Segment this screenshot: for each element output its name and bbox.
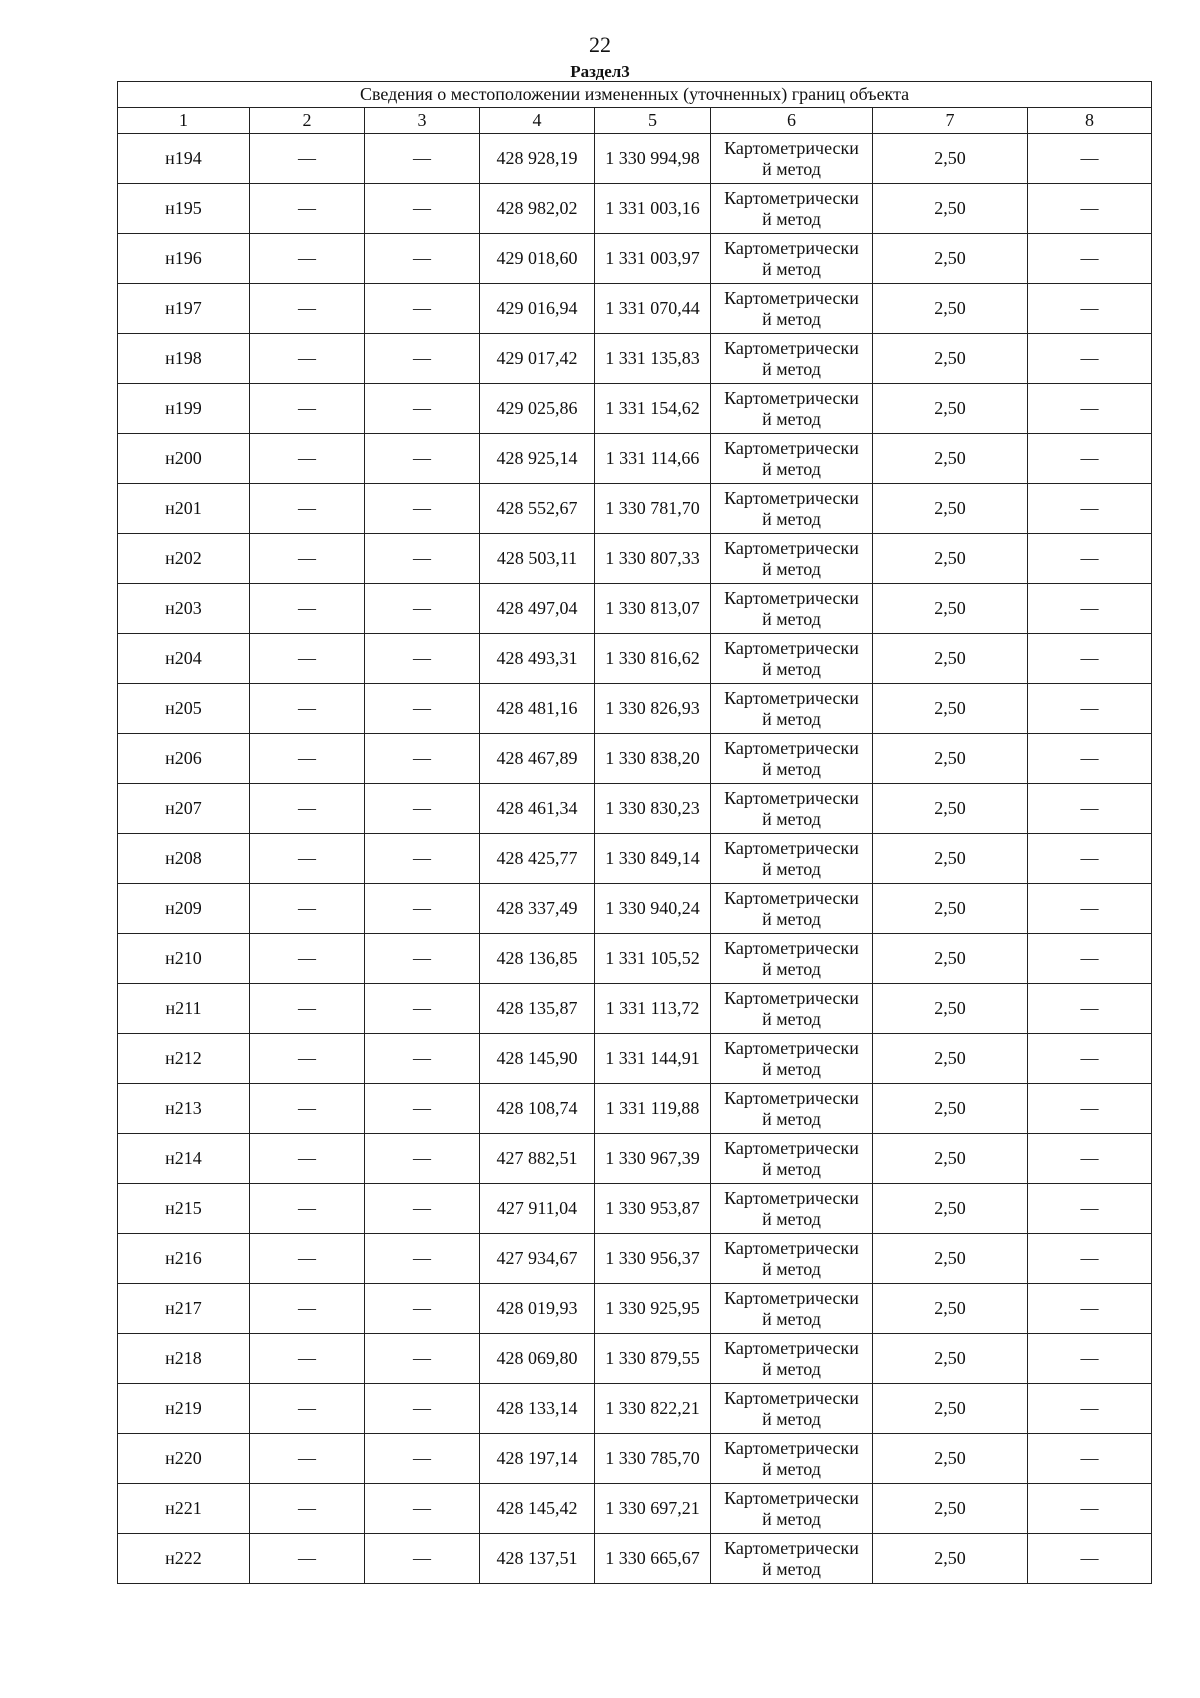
accuracy-cell: 2,50 bbox=[873, 384, 1028, 434]
table-row bbox=[118, 284, 1152, 334]
empty-dash-cell: — bbox=[1028, 534, 1152, 584]
point-number-cell: н221 bbox=[118, 1484, 250, 1534]
empty-dash-cell: — bbox=[1028, 284, 1152, 334]
method-cell: Картометрически й метод bbox=[711, 784, 873, 834]
column-number: 8 bbox=[1028, 108, 1152, 134]
x-coordinate-cell: 428 982,02 bbox=[480, 184, 595, 234]
empty-dash-cell: — bbox=[365, 1534, 480, 1584]
y-coordinate-cell: 1 331 135,83 bbox=[595, 334, 711, 384]
method-cell: Картометрически й метод bbox=[711, 1084, 873, 1134]
accuracy-cell: 2,50 bbox=[873, 1434, 1028, 1484]
empty-dash-cell: — bbox=[365, 1284, 480, 1334]
accuracy-cell: 2,50 bbox=[873, 134, 1028, 184]
empty-dash-cell: — bbox=[365, 534, 480, 584]
method-cell: Картометрически й метод bbox=[711, 1034, 873, 1084]
point-number-cell: н206 bbox=[118, 734, 250, 784]
y-coordinate-cell: 1 331 003,16 bbox=[595, 184, 711, 234]
table-row bbox=[118, 934, 1152, 984]
empty-dash-cell: — bbox=[365, 134, 480, 184]
point-number-cell: н198 bbox=[118, 334, 250, 384]
empty-dash-cell: — bbox=[365, 1334, 480, 1384]
x-coordinate-cell: 429 016,94 bbox=[480, 284, 595, 334]
empty-dash-cell: — bbox=[250, 1084, 365, 1134]
table-row bbox=[118, 884, 1152, 934]
method-cell: Картометрически й метод bbox=[711, 984, 873, 1034]
accuracy-cell: 2,50 bbox=[873, 734, 1028, 784]
column-number-row bbox=[118, 108, 1152, 134]
empty-dash-cell: — bbox=[1028, 634, 1152, 684]
point-number-cell: н208 bbox=[118, 834, 250, 884]
point-number-cell: н199 bbox=[118, 384, 250, 434]
y-coordinate-cell: 1 330 956,37 bbox=[595, 1234, 711, 1284]
empty-dash-cell: — bbox=[1028, 334, 1152, 384]
x-coordinate-cell: 428 493,31 bbox=[480, 634, 595, 684]
table-row bbox=[118, 184, 1152, 234]
empty-dash-cell: — bbox=[250, 734, 365, 784]
x-coordinate-cell: 427 911,04 bbox=[480, 1184, 595, 1234]
table-row bbox=[118, 1334, 1152, 1384]
empty-dash-cell: — bbox=[250, 234, 365, 284]
y-coordinate-cell: 1 330 967,39 bbox=[595, 1134, 711, 1184]
x-coordinate-cell: 427 882,51 bbox=[480, 1134, 595, 1184]
table-row bbox=[118, 584, 1152, 634]
x-coordinate-cell: 428 552,67 bbox=[480, 484, 595, 534]
empty-dash-cell: — bbox=[365, 234, 480, 284]
table-row bbox=[118, 834, 1152, 884]
accuracy-cell: 2,50 bbox=[873, 284, 1028, 334]
method-cell: Картометрически й метод bbox=[711, 184, 873, 234]
x-coordinate-cell: 429 018,60 bbox=[480, 234, 595, 284]
point-number-cell: н216 bbox=[118, 1234, 250, 1284]
accuracy-cell: 2,50 bbox=[873, 1034, 1028, 1084]
x-coordinate-cell: 428 425,77 bbox=[480, 834, 595, 884]
table-row bbox=[118, 1284, 1152, 1334]
empty-dash-cell: — bbox=[250, 534, 365, 584]
table-row bbox=[118, 384, 1152, 434]
table-row bbox=[118, 984, 1152, 1034]
x-coordinate-cell: 428 467,89 bbox=[480, 734, 595, 784]
empty-dash-cell: — bbox=[250, 484, 365, 534]
table-row bbox=[118, 484, 1152, 534]
empty-dash-cell: — bbox=[1028, 1534, 1152, 1584]
empty-dash-cell: — bbox=[365, 1234, 480, 1284]
x-coordinate-cell: 428 136,85 bbox=[480, 934, 595, 984]
x-coordinate-cell: 428 928,19 bbox=[480, 134, 595, 184]
empty-dash-cell: — bbox=[365, 934, 480, 984]
empty-dash-cell: — bbox=[250, 384, 365, 434]
y-coordinate-cell: 1 330 665,67 bbox=[595, 1534, 711, 1584]
empty-dash-cell: — bbox=[250, 1484, 365, 1534]
empty-dash-cell: — bbox=[365, 584, 480, 634]
empty-dash-cell: — bbox=[1028, 1084, 1152, 1134]
point-number-cell: н196 bbox=[118, 234, 250, 284]
empty-dash-cell: — bbox=[1028, 1284, 1152, 1334]
empty-dash-cell: — bbox=[1028, 1434, 1152, 1484]
point-number-cell: н217 bbox=[118, 1284, 250, 1334]
accuracy-cell: 2,50 bbox=[873, 1134, 1028, 1184]
method-cell: Картометрически й метод bbox=[711, 534, 873, 584]
empty-dash-cell: — bbox=[1028, 884, 1152, 934]
x-coordinate-cell: 428 337,49 bbox=[480, 884, 595, 934]
empty-dash-cell: — bbox=[365, 484, 480, 534]
empty-dash-cell: — bbox=[1028, 484, 1152, 534]
y-coordinate-cell: 1 330 813,07 bbox=[595, 584, 711, 634]
point-number-cell: н194 bbox=[118, 134, 250, 184]
y-coordinate-cell: 1 331 144,91 bbox=[595, 1034, 711, 1084]
accuracy-cell: 2,50 bbox=[873, 484, 1028, 534]
empty-dash-cell: — bbox=[250, 584, 365, 634]
x-coordinate-cell: 428 145,42 bbox=[480, 1484, 595, 1534]
y-coordinate-cell: 1 330 697,21 bbox=[595, 1484, 711, 1534]
accuracy-cell: 2,50 bbox=[873, 234, 1028, 284]
method-cell: Картометрически й метод bbox=[711, 1134, 873, 1184]
accuracy-cell: 2,50 bbox=[873, 184, 1028, 234]
table-row bbox=[118, 684, 1152, 734]
x-coordinate-cell: 429 025,86 bbox=[480, 384, 595, 434]
empty-dash-cell: — bbox=[365, 1084, 480, 1134]
accuracy-cell: 2,50 bbox=[873, 584, 1028, 634]
method-cell: Картометрически й метод bbox=[711, 1434, 873, 1484]
x-coordinate-cell: 428 197,14 bbox=[480, 1434, 595, 1484]
empty-dash-cell: — bbox=[365, 184, 480, 234]
empty-dash-cell: — bbox=[250, 1034, 365, 1084]
y-coordinate-cell: 1 331 154,62 bbox=[595, 384, 711, 434]
empty-dash-cell: — bbox=[365, 384, 480, 434]
table-row bbox=[118, 134, 1152, 184]
table-row bbox=[118, 1134, 1152, 1184]
empty-dash-cell: — bbox=[365, 984, 480, 1034]
empty-dash-cell: — bbox=[365, 884, 480, 934]
empty-dash-cell: — bbox=[365, 434, 480, 484]
point-number-cell: н218 bbox=[118, 1334, 250, 1384]
column-number: 7 bbox=[873, 108, 1028, 134]
empty-dash-cell: — bbox=[1028, 784, 1152, 834]
empty-dash-cell: — bbox=[1028, 734, 1152, 784]
y-coordinate-cell: 1 331 113,72 bbox=[595, 984, 711, 1034]
empty-dash-cell: — bbox=[365, 684, 480, 734]
method-cell: Картометрически й метод bbox=[711, 484, 873, 534]
empty-dash-cell: — bbox=[365, 1434, 480, 1484]
point-number-cell: н211 bbox=[118, 984, 250, 1034]
column-number: 1 bbox=[118, 108, 250, 134]
method-cell: Картометрически й метод bbox=[711, 134, 873, 184]
point-number-cell: н201 bbox=[118, 484, 250, 534]
table-row bbox=[118, 234, 1152, 284]
method-cell: Картометрически й метод bbox=[711, 1234, 873, 1284]
point-number-cell: н207 bbox=[118, 784, 250, 834]
x-coordinate-cell: 428 497,04 bbox=[480, 584, 595, 634]
table-body bbox=[118, 134, 1152, 1584]
table-row bbox=[118, 784, 1152, 834]
y-coordinate-cell: 1 330 849,14 bbox=[595, 834, 711, 884]
column-number: 4 bbox=[480, 108, 595, 134]
point-number-cell: н197 bbox=[118, 284, 250, 334]
y-coordinate-cell: 1 331 105,52 bbox=[595, 934, 711, 984]
x-coordinate-cell: 428 133,14 bbox=[480, 1384, 595, 1434]
point-number-cell: н220 bbox=[118, 1434, 250, 1484]
empty-dash-cell: — bbox=[250, 684, 365, 734]
empty-dash-cell: — bbox=[1028, 1134, 1152, 1184]
empty-dash-cell: — bbox=[250, 334, 365, 384]
point-number-cell: н212 bbox=[118, 1034, 250, 1084]
empty-dash-cell: — bbox=[1028, 684, 1152, 734]
point-number-cell: н205 bbox=[118, 684, 250, 734]
empty-dash-cell: — bbox=[365, 1134, 480, 1184]
method-cell: Картометрически й метод bbox=[711, 284, 873, 334]
accuracy-cell: 2,50 bbox=[873, 884, 1028, 934]
y-coordinate-cell: 1 330 838,20 bbox=[595, 734, 711, 784]
x-coordinate-cell: 428 461,34 bbox=[480, 784, 595, 834]
y-coordinate-cell: 1 330 785,70 bbox=[595, 1434, 711, 1484]
empty-dash-cell: — bbox=[250, 184, 365, 234]
page-number: 22 bbox=[589, 32, 611, 57]
empty-dash-cell: — bbox=[1028, 384, 1152, 434]
table-row bbox=[118, 1434, 1152, 1484]
method-cell: Картометрически й метод bbox=[711, 1384, 873, 1434]
method-cell: Картометрически й метод bbox=[711, 684, 873, 734]
point-number-cell: н215 bbox=[118, 1184, 250, 1234]
empty-dash-cell: — bbox=[1028, 1334, 1152, 1384]
method-cell: Картометрически й метод bbox=[711, 884, 873, 934]
empty-dash-cell: — bbox=[1028, 234, 1152, 284]
x-coordinate-cell: 427 934,67 bbox=[480, 1234, 595, 1284]
point-number-cell: н209 bbox=[118, 884, 250, 934]
accuracy-cell: 2,50 bbox=[873, 634, 1028, 684]
empty-dash-cell: — bbox=[1028, 1034, 1152, 1084]
empty-dash-cell: — bbox=[250, 1234, 365, 1284]
empty-dash-cell: — bbox=[250, 1284, 365, 1334]
empty-dash-cell: — bbox=[365, 834, 480, 884]
table-row bbox=[118, 1034, 1152, 1084]
y-coordinate-cell: 1 330 826,93 bbox=[595, 684, 711, 734]
table-row bbox=[118, 1534, 1152, 1584]
x-coordinate-cell: 428 925,14 bbox=[480, 434, 595, 484]
accuracy-cell: 2,50 bbox=[873, 1084, 1028, 1134]
section-title: Раздел3 bbox=[570, 62, 630, 81]
point-number-cell: н195 bbox=[118, 184, 250, 234]
empty-dash-cell: — bbox=[365, 734, 480, 784]
boundary-coordinates-table bbox=[117, 81, 1152, 1584]
empty-dash-cell: — bbox=[1028, 834, 1152, 884]
x-coordinate-cell: 429 017,42 bbox=[480, 334, 595, 384]
table-row bbox=[118, 334, 1152, 384]
y-coordinate-cell: 1 330 807,33 bbox=[595, 534, 711, 584]
table-row bbox=[118, 1384, 1152, 1434]
empty-dash-cell: — bbox=[1028, 1234, 1152, 1284]
empty-dash-cell: — bbox=[250, 984, 365, 1034]
empty-dash-cell: — bbox=[250, 784, 365, 834]
empty-dash-cell: — bbox=[365, 334, 480, 384]
empty-dash-cell: — bbox=[365, 284, 480, 334]
method-cell: Картометрически й метод bbox=[711, 234, 873, 284]
empty-dash-cell: — bbox=[365, 1184, 480, 1234]
y-coordinate-cell: 1 331 003,97 bbox=[595, 234, 711, 284]
point-number-cell: н210 bbox=[118, 934, 250, 984]
table-row bbox=[118, 1234, 1152, 1284]
empty-dash-cell: — bbox=[250, 884, 365, 934]
accuracy-cell: 2,50 bbox=[873, 534, 1028, 584]
table-row bbox=[118, 534, 1152, 584]
method-cell: Картометрически й метод bbox=[711, 584, 873, 634]
x-coordinate-cell: 428 135,87 bbox=[480, 984, 595, 1034]
column-number: 3 bbox=[365, 108, 480, 134]
column-number: 5 bbox=[595, 108, 711, 134]
point-number-cell: н214 bbox=[118, 1134, 250, 1184]
point-number-cell: н222 bbox=[118, 1534, 250, 1584]
y-coordinate-cell: 1 330 925,95 bbox=[595, 1284, 711, 1334]
method-cell: Картометрически й метод bbox=[711, 934, 873, 984]
empty-dash-cell: — bbox=[250, 834, 365, 884]
accuracy-cell: 2,50 bbox=[873, 1534, 1028, 1584]
empty-dash-cell: — bbox=[1028, 1184, 1152, 1234]
accuracy-cell: 2,50 bbox=[873, 1284, 1028, 1334]
empty-dash-cell: — bbox=[1028, 1384, 1152, 1434]
y-coordinate-cell: 1 331 070,44 bbox=[595, 284, 711, 334]
point-number-cell: н203 bbox=[118, 584, 250, 634]
accuracy-cell: 2,50 bbox=[873, 784, 1028, 834]
method-cell: Картометрически й метод bbox=[711, 834, 873, 884]
y-coordinate-cell: 1 331 119,88 bbox=[595, 1084, 711, 1134]
accuracy-cell: 2,50 bbox=[873, 434, 1028, 484]
point-number-cell: н202 bbox=[118, 534, 250, 584]
empty-dash-cell: — bbox=[250, 1134, 365, 1184]
accuracy-cell: 2,50 bbox=[873, 1184, 1028, 1234]
table-row bbox=[118, 1484, 1152, 1534]
y-coordinate-cell: 1 331 114,66 bbox=[595, 434, 711, 484]
y-coordinate-cell: 1 330 994,98 bbox=[595, 134, 711, 184]
empty-dash-cell: — bbox=[250, 634, 365, 684]
accuracy-cell: 2,50 bbox=[873, 984, 1028, 1034]
y-coordinate-cell: 1 330 953,87 bbox=[595, 1184, 711, 1234]
column-number: 6 bbox=[711, 108, 873, 134]
method-cell: Картометрически й метод bbox=[711, 434, 873, 484]
table-row bbox=[118, 1084, 1152, 1134]
empty-dash-cell: — bbox=[250, 1184, 365, 1234]
method-cell: Картометрически й метод bbox=[711, 1284, 873, 1334]
x-coordinate-cell: 428 069,80 bbox=[480, 1334, 595, 1384]
x-coordinate-cell: 428 481,16 bbox=[480, 684, 595, 734]
empty-dash-cell: — bbox=[250, 284, 365, 334]
empty-dash-cell: — bbox=[365, 1034, 480, 1084]
table-row bbox=[118, 734, 1152, 784]
accuracy-cell: 2,50 bbox=[873, 1384, 1028, 1434]
accuracy-cell: 2,50 bbox=[873, 934, 1028, 984]
empty-dash-cell: — bbox=[250, 1384, 365, 1434]
accuracy-cell: 2,50 bbox=[873, 684, 1028, 734]
empty-dash-cell: — bbox=[365, 1484, 480, 1534]
empty-dash-cell: — bbox=[365, 784, 480, 834]
accuracy-cell: 2,50 bbox=[873, 1334, 1028, 1384]
accuracy-cell: 2,50 bbox=[873, 1484, 1028, 1534]
table-caption: Сведения о местоположении измененных (уточненных) границ объекта bbox=[118, 82, 1152, 108]
empty-dash-cell: — bbox=[1028, 434, 1152, 484]
empty-dash-cell: — bbox=[250, 134, 365, 184]
method-cell: Картометрически й метод bbox=[711, 1184, 873, 1234]
accuracy-cell: 2,50 bbox=[873, 334, 1028, 384]
table-row bbox=[118, 1184, 1152, 1234]
accuracy-cell: 2,50 bbox=[873, 834, 1028, 884]
x-coordinate-cell: 428 503,11 bbox=[480, 534, 595, 584]
y-coordinate-cell: 1 330 781,70 bbox=[595, 484, 711, 534]
point-number-cell: н200 bbox=[118, 434, 250, 484]
point-number-cell: н213 bbox=[118, 1084, 250, 1134]
y-coordinate-cell: 1 330 830,23 bbox=[595, 784, 711, 834]
empty-dash-cell: — bbox=[1028, 184, 1152, 234]
column-number: 2 bbox=[250, 108, 365, 134]
y-coordinate-cell: 1 330 816,62 bbox=[595, 634, 711, 684]
y-coordinate-cell: 1 330 940,24 bbox=[595, 884, 711, 934]
empty-dash-cell: — bbox=[250, 1534, 365, 1584]
x-coordinate-cell: 428 108,74 bbox=[480, 1084, 595, 1134]
method-cell: Картометрически й метод bbox=[711, 1484, 873, 1534]
method-cell: Картометрически й метод bbox=[711, 384, 873, 434]
empty-dash-cell: — bbox=[250, 1434, 365, 1484]
empty-dash-cell: — bbox=[365, 634, 480, 684]
method-cell: Картометрически й метод bbox=[711, 634, 873, 684]
x-coordinate-cell: 428 019,93 bbox=[480, 1284, 595, 1334]
empty-dash-cell: — bbox=[1028, 934, 1152, 984]
accuracy-cell: 2,50 bbox=[873, 1234, 1028, 1284]
empty-dash-cell: — bbox=[250, 1334, 365, 1384]
method-cell: Картометрически й метод bbox=[711, 1534, 873, 1584]
table-row bbox=[118, 434, 1152, 484]
method-cell: Картометрически й метод bbox=[711, 1334, 873, 1384]
method-cell: Картометрически й метод bbox=[711, 734, 873, 784]
empty-dash-cell: — bbox=[1028, 1484, 1152, 1534]
empty-dash-cell: — bbox=[1028, 984, 1152, 1034]
x-coordinate-cell: 428 145,90 bbox=[480, 1034, 595, 1084]
table-row bbox=[118, 634, 1152, 684]
y-coordinate-cell: 1 330 879,55 bbox=[595, 1334, 711, 1384]
empty-dash-cell: — bbox=[365, 1384, 480, 1434]
y-coordinate-cell: 1 330 822,21 bbox=[595, 1384, 711, 1434]
point-number-cell: н204 bbox=[118, 634, 250, 684]
point-number-cell: н219 bbox=[118, 1384, 250, 1434]
empty-dash-cell: — bbox=[250, 434, 365, 484]
empty-dash-cell: — bbox=[1028, 584, 1152, 634]
x-coordinate-cell: 428 137,51 bbox=[480, 1534, 595, 1584]
method-cell: Картометрически й метод bbox=[711, 334, 873, 384]
empty-dash-cell: — bbox=[250, 934, 365, 984]
empty-dash-cell: — bbox=[1028, 134, 1152, 184]
